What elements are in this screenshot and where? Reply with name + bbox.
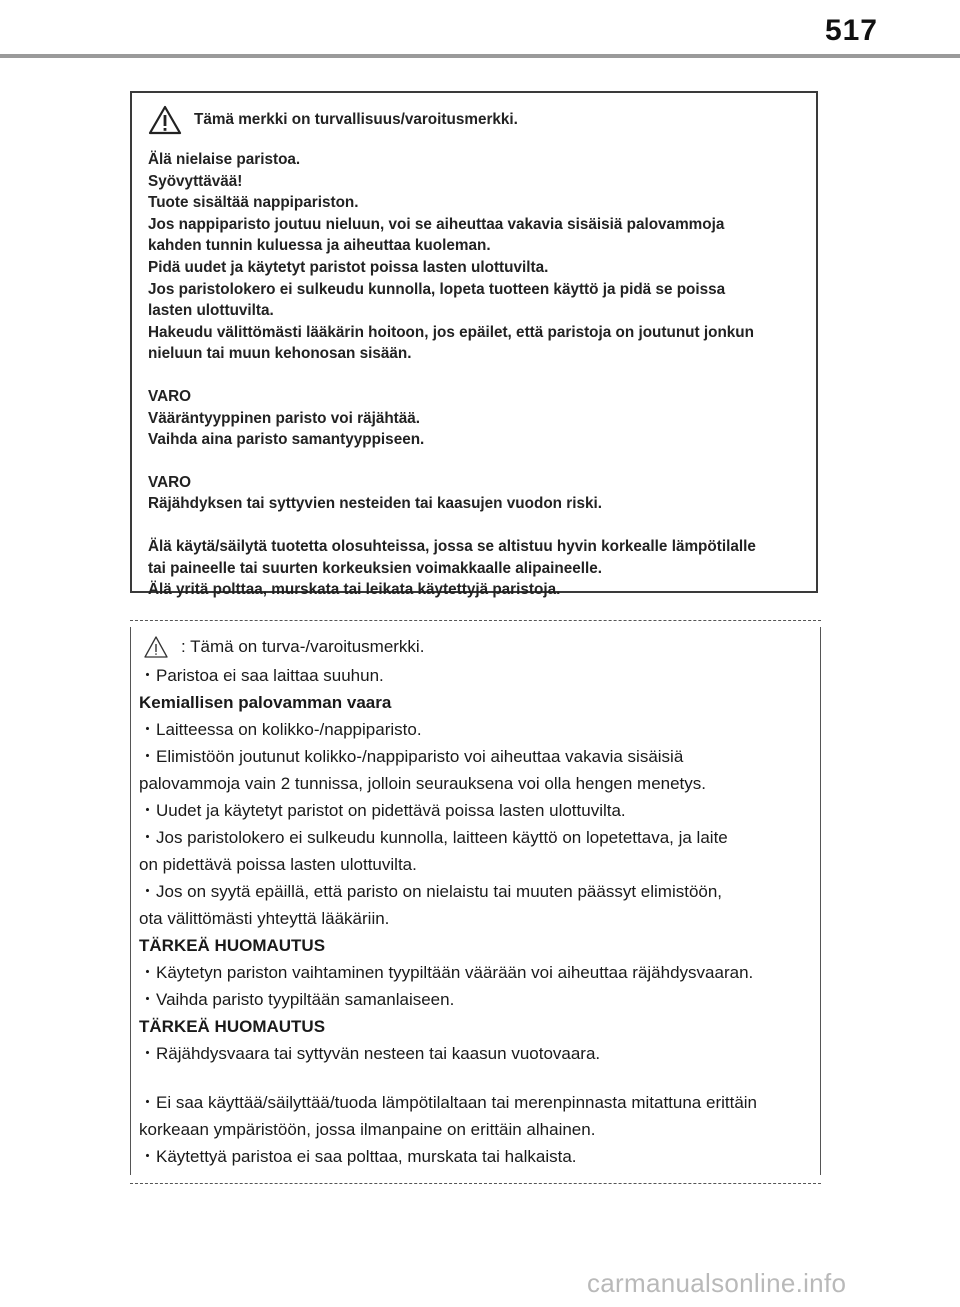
warning-paragraphs xyxy=(148,149,802,601)
translation-line: ・Jos paristolokero ei sulkeudu kunnolla, laitteen käyttö on lopetettava, ja laite xyxy=(139,828,728,847)
section-heading: TÄRKEÄ HUOMAUTUS xyxy=(139,1017,326,1036)
section-heading: Kemiallisen palovamman vaara xyxy=(139,693,392,712)
translation-box xyxy=(130,620,821,1184)
translation-line: ・Elimistöön joutunut kolikko-/nappiparisto voi aiheuttaa vakavia sisäisiä xyxy=(139,747,684,766)
warning-line: Jos paristolokero ei sulkeudu kunnolla, lopeta tuotteen käyttö ja pidä se poissa xyxy=(148,280,726,298)
warning-label-box xyxy=(130,91,818,599)
warning-line: tai paineelle tai suurten korkeuksien voimakkaalle alipaineelle. xyxy=(148,559,603,577)
warning-line: lasten ulottuvilta. xyxy=(148,302,274,320)
warning-line: Älä käytä/säilytä tuotetta olosuhteissa, jossa se altistuu hyvin korkealle lämpötilalle xyxy=(148,537,756,555)
warning-line: nieluun tai muun kehonosan sisään. xyxy=(148,345,412,363)
translation-line: korkeaan ympäristöön, jossa ilmanpaine on erittäin alhainen. xyxy=(139,1120,596,1139)
watermark: carmanualsonline.info xyxy=(587,1268,847,1298)
translation-line: ・Uudet ja käytetyt paristot on pidettävä poissa lasten ulottuvilta. xyxy=(139,801,626,820)
paragraph-gap xyxy=(148,515,802,536)
warning-line: kahden tunnin kuluessa ja aiheuttaa kuoleman. xyxy=(148,237,491,255)
warning-line: Tuote sisältää nappipariston. xyxy=(148,194,359,212)
warning-line: VARO xyxy=(148,473,192,491)
warning-line: Älä yritä polttaa, murskata tai leikata käytettyjä paristoja. xyxy=(148,581,561,599)
warning-line: Syövyttävää! xyxy=(148,172,243,190)
warning-line: VARO xyxy=(148,387,192,405)
translation-line: on pidettävä poissa lasten ulottuvilta. xyxy=(139,855,417,874)
header-rule xyxy=(0,54,960,58)
translation-header: : Tämä on turva-/varoitusmerkki. xyxy=(181,637,425,656)
translation-line: ・Paristoa ei saa laittaa suuhun. xyxy=(139,666,384,685)
translation-line: palovammoja vain 2 tunnissa, jolloin seurauksena voi olla hengen menetys. xyxy=(139,774,707,793)
warning-triangle-icon xyxy=(148,105,182,135)
blank-line xyxy=(139,1067,820,1089)
warning-title-row xyxy=(148,103,802,137)
translation-line: ・Laitteessa on kolikko-/nappiparisto. xyxy=(139,720,422,739)
paragraph-gap xyxy=(148,451,802,472)
warning-line: Jos nappiparisto joutuu nieluun, voi se aiheuttaa vakavia sisäisiä palovammoja xyxy=(148,215,725,233)
warning-line: Vääräntyyppinen paristo voi räjähtää. xyxy=(148,409,421,427)
translation-line: ・Käytetyn pariston vaihtaminen tyypiltään väärään voi aiheuttaa räjähdysvaaran. xyxy=(139,963,754,982)
translation-line: ・Ei saa käyttää/säilyttää/tuoda lämpötilaltaan tai merenpinnasta mitattuna erittäin xyxy=(139,1093,758,1112)
translation-line: ・Käytettyä paristoa ei saa polttaa, murskata tai halkaista. xyxy=(139,1147,577,1166)
paragraph-gap xyxy=(148,365,802,386)
translation-line: ・Räjähdysvaara tai syttyvän nesteen tai kaasun vuotovaara. xyxy=(139,1044,601,1063)
warning-line: Vaihda aina paristo samantyyppiseen. xyxy=(148,431,425,449)
translation-header-row xyxy=(139,631,820,662)
translation-line: ・Vaihda paristo tyypiltään samanlaiseen. xyxy=(139,990,455,1009)
warning-title: Tämä merkki on turvallisuus/varoitusmerkki. xyxy=(194,111,518,129)
warning-line: Hakeudu välittömästi lääkärin hoitoon, jos epäilet, että paristoja on joutunut jonkun xyxy=(148,323,754,341)
translation-line: ・Jos on syytä epäillä, että paristo on nielaistu tai muuten päässyt elimistöön, xyxy=(139,882,723,901)
warning-line: Räjähdyksen tai syttyvien nesteiden tai kaasujen vuodon riski. xyxy=(148,495,602,513)
page-number: 517 xyxy=(824,14,878,47)
translation-lines xyxy=(139,662,820,1170)
warning-line: Pidä uudet ja käytetyt paristot poissa lasten ulottuvilta. xyxy=(148,258,549,276)
translation-line: ota välittömästi yhteyttä lääkäriin. xyxy=(139,909,390,928)
section-heading: TÄRKEÄ HUOMAUTUS xyxy=(139,936,326,955)
warning-line: Älä nielaise paristoa. xyxy=(148,151,301,168)
translation-box-inner xyxy=(130,627,821,1175)
warning-triangle-icon xyxy=(143,635,169,659)
